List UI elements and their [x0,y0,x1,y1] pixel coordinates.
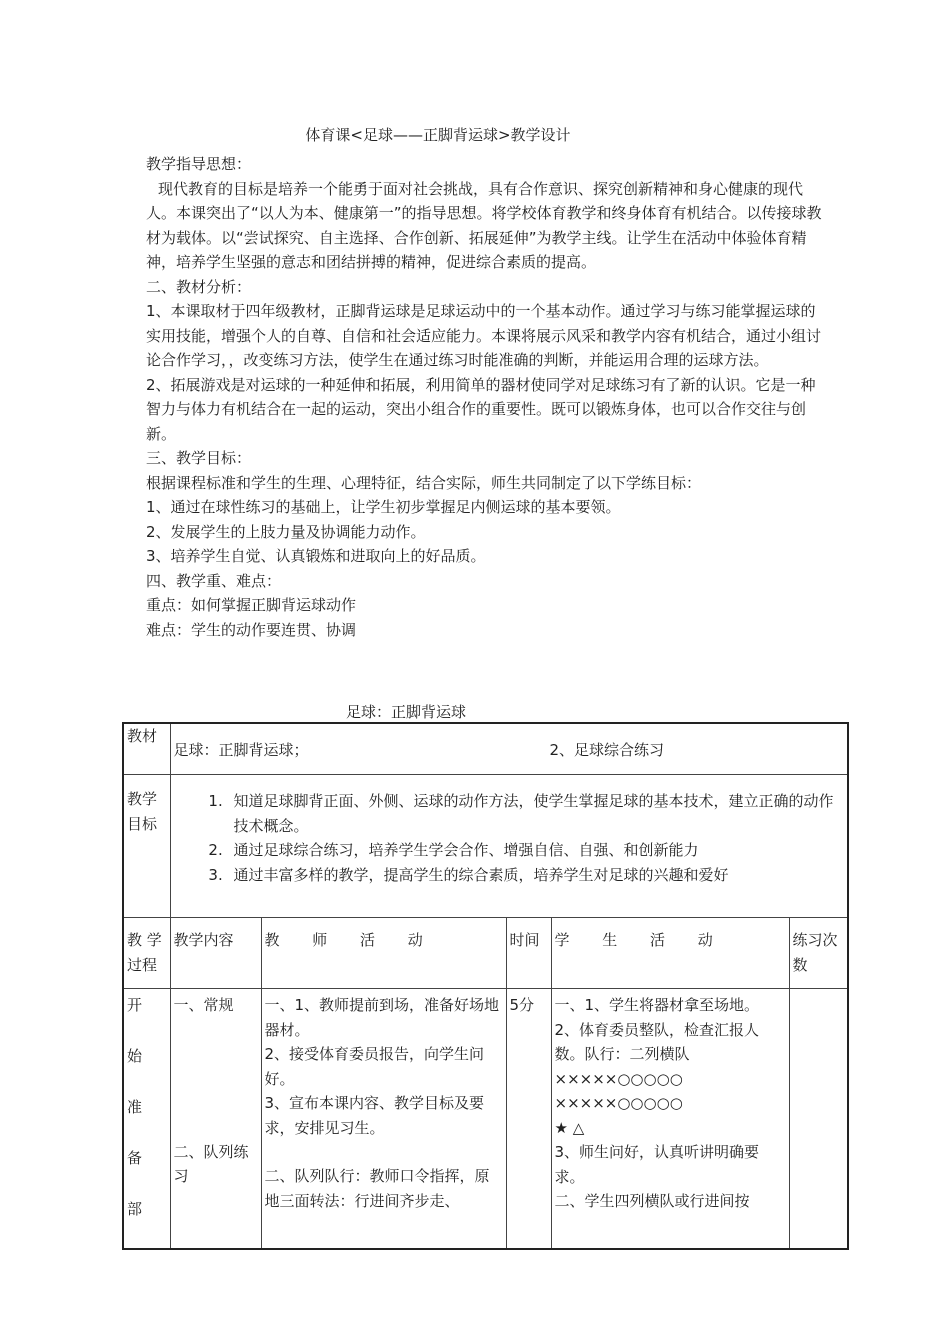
content-formation: 二、队列练习 [173,1142,249,1185]
teacher-activity: 二、队列队行：教师口令指挥，原地三面转法：行进间齐步走、 [264,1167,490,1210]
header-time: 时间 [506,918,551,989]
teacher-activity: 3、宣布本课内容、教学目标及要求，安排见习生。 [264,1094,485,1137]
stage-char: 部 [127,1200,143,1218]
document-title: 体育课<足球——正脚背运球>教学设计 [305,126,571,144]
stage-char: 始 [127,1047,143,1065]
guide-heading: 教学指导思想： [146,155,252,173]
student-activity: 2、体育委员整队，检查汇报人数。队行：二列横队 [554,1020,760,1063]
table-row [123,989,848,1250]
header-student: 学 生 活 动 [551,918,789,989]
goal-list-item: 1. 知道足球脚背正面、外侧、运球的动作方法，使学生掌握足球的基本技术，建立正确的动作技术概念。 [228,789,845,838]
material-label: 教材 [123,723,170,775]
content-routine: 一、常规 [173,996,234,1014]
student-activity: 一、1、学生将器材拿至场地。 [554,996,760,1014]
formation-line: ×××××○○○○○ [554,1069,683,1088]
material-2: 2、足球综合练习 [549,741,665,759]
header-teacher: 教 师 活 动 [261,918,506,989]
analysis-heading: 二、教材分析： [146,277,252,296]
formation-line: ×××××○○○○○ [554,1094,683,1112]
stage-char: 备 [127,1149,143,1167]
stage-char: 准 [127,1098,143,1116]
key-focus: 重点：如何掌握正脚背运球动作 [146,596,357,614]
table-row-goals [123,775,848,918]
teacher-cell [261,989,506,1250]
student-activity: 二、学生四列横队或行进间按 [554,1192,750,1210]
student-cell [551,989,789,1250]
goal-item: 1、通过在球性练习的基础上，让学生初步掌握足内侧运球的基本要领。 [146,498,621,516]
material-1: 足球：正脚背运球； [173,741,309,759]
goal-item: 3、培养学生自觉、认真锻炼和进取向上的好品质。 [146,547,486,565]
goal-list-item: 3. 通过丰富多样的教学，提高学生的综合素质，培养学生对足球的兴趣和爱好 [228,863,845,888]
goal-label: 教学目标 [123,775,170,918]
content-cell [170,989,261,1250]
goal-item: 2、发展学生的上肢力量及协调能力动作。 [146,522,426,541]
table-title: 足球：正脚背运球 [346,703,467,721]
goals-intro: 根据课程标准和学生的生理、心理特征，结合实际，师生共同制定了以下学练目标： [146,473,702,492]
table-header-row [123,918,848,989]
header-process: 教 学过程 [123,918,170,989]
guide-paragraph: 现代教育的目标是培养一个能勇于面对社会挑战，具有合作意识、探究创新精神和身心健康的现代人。本课突出了“以人为本、健康第一”的指导思想。将学校体育教学和终身体育有机结合。以传接球教材为载体。以“尝试探究、自主选择、合作创新、拓展延伸”为教学主线。让学生在活动中体验体育精神，培养学生坚强的意志和团结拼搏的精神，促进综合素质的提高。 [146,179,822,271]
teacher-activity: 2、接受体育委员报告，向学生问好。 [264,1045,485,1088]
student-activity: 3、师生问好，认真听讲明确要求。 [554,1143,760,1186]
formation-markers: ★ △ [554,1118,585,1137]
table-row-material [123,723,848,775]
practice-cell [789,989,848,1250]
goal-cell [170,775,848,918]
goal-list [174,775,845,887]
document-body [146,152,826,642]
key-difficulty: 难点：学生的动作要连贯、协调 [146,620,357,639]
stage-char: 开 [127,996,143,1014]
teacher-activity: 一、1、教师提前到场，准备好场地器材。 [264,996,500,1039]
material-cell [170,723,848,775]
header-content: 教学内容 [170,918,261,989]
key-heading: 四、教学重、难点： [146,571,282,590]
lesson-plan-table [122,722,849,1250]
goal-list-item: 2. 通过足球综合练习，培养学生学会合作、增强自信、自强、和创新能力 [228,838,845,863]
analysis-paragraph-1: 1、本课取材于四年级教材，正脚背运球是足球运动中的一个基本动作。通过学习与练习能掌握运球的实用技能，增强个人的自尊、自信和社会适应能力。本课将展示风采和教学内容有机结合，通过小组讨论合作学习，，改变练习方法，使学生在通过练习时能准确的判断，并能运用合理的运球方法。 [146,302,822,369]
analysis-paragraph-2: 2、拓展游戏是对运球的一种延伸和拓展，利用简单的器材使同学对足球练习有了新的认识。它是一种智力与体力有机结合在一起的运动，突出小组合作的重要性。既可以锻炼身体，也可以合作交往与创新。 [146,375,816,443]
time-cell: 5分 [506,989,551,1250]
header-practice: 练习次数 [789,918,848,989]
stage-cell [123,989,170,1250]
goals-heading: 三、教学目标： [146,449,252,467]
